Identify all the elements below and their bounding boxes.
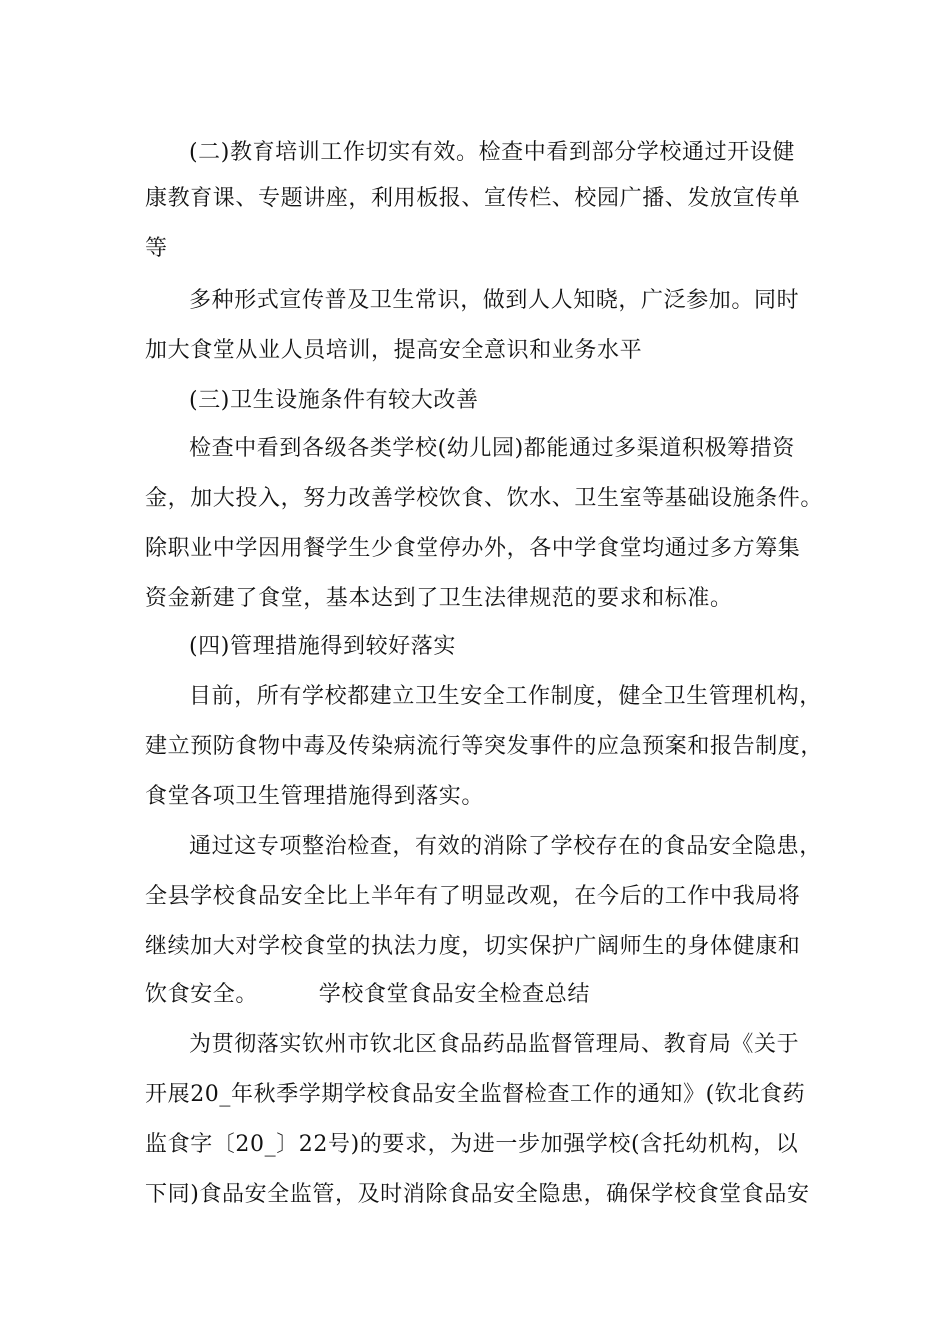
text-line: 食堂各项卫生管理措施得到落实。 (145, 784, 485, 809)
text-line: 监食字〔20_〕22号)的要求，为进一步加强学校(含托幼机构，以 (145, 1132, 799, 1157)
text-line: 下同)食品安全监管，及时消除食品安全隐患，确保学校食堂食品安 (145, 1182, 810, 1207)
text-line: (二)教育培训工作切实有效。检查中看到部分学校通过开设健 (189, 140, 795, 165)
text-line: 通过这专项整治检查，有效的消除了学校存在的食品安全隐患， (189, 834, 822, 859)
text-line: 等 (145, 236, 168, 261)
text-line: 金，加大投入，努力改善学校饮食、饮水、卫生室等基础设施条件。 (145, 486, 824, 511)
text-line: 继续加大对学校食堂的执法力度，切实保护广阔师生的身体健康和 (145, 934, 801, 959)
text-line: 多种形式宣传普及卫生常识，做到人人知晓，广泛参加。同时 (189, 288, 800, 313)
text-line: 为贯彻落实钦州市钦北区食品药品监督管理局、教育局《关于 (189, 1032, 800, 1057)
text-line: 饮食安全。 学校食堂食品安全检查总结 (145, 982, 590, 1007)
text-line: 目前，所有学校都建立卫生安全工作制度，健全卫生管理机构， (189, 684, 822, 709)
text-line: 加大食堂从业人员培训，提高安全意识和业务水平 (145, 338, 643, 363)
text-line: 建立预防食物中毒及传染病流行等突发事件的应急预案和报告制度， (145, 734, 824, 759)
text-line: 康教育课、专题讲座，利用板报、宣传栏、校园广播、发放宣传单 (145, 186, 801, 211)
text-line: 资金新建了食堂，基本达到了卫生法律规范的要求和标准。 (145, 586, 733, 611)
text-line: 检查中看到各级各类学校(幼儿园)都能通过多渠道积极筹措资 (189, 436, 795, 461)
section-heading: (四)管理措施得到较好落实 (189, 634, 456, 659)
text-line: 除职业中学因用餐学生少食堂停办外，各中学食堂均通过多方筹集 (145, 536, 801, 561)
text-line: 开展20_年秋季学期学校食品安全监督检查工作的通知》(钦北食药 (145, 1082, 806, 1107)
text-line: 全县学校食品安全比上半年有了明显改观，在今后的工作中我局将 (145, 884, 801, 909)
section-heading: (三)卫生设施条件有较大改善 (189, 388, 479, 413)
